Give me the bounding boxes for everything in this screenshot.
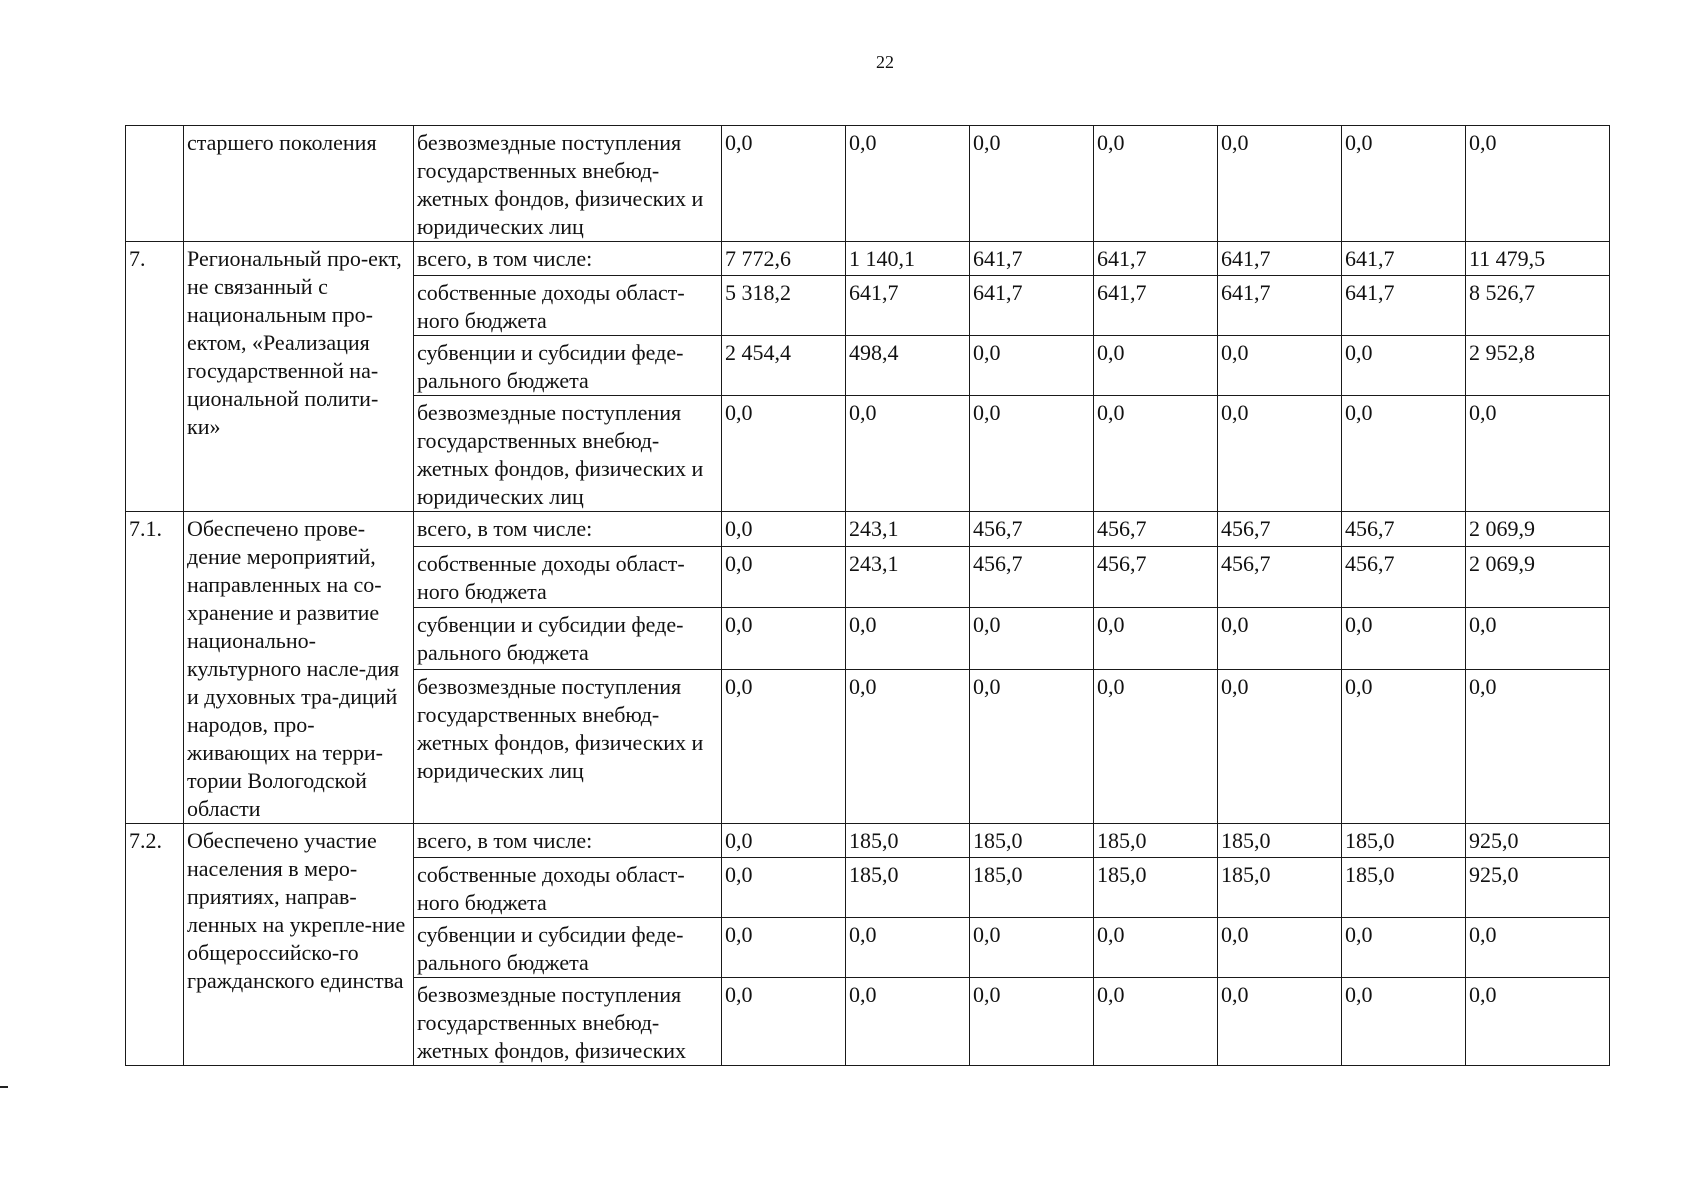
total-value-cell: 2 952,8 (1466, 336, 1610, 396)
table-body (126, 126, 1610, 1066)
year-value-cell: 0,0 (722, 396, 846, 512)
total-value-cell: 8 526,7 (1466, 276, 1610, 336)
year-value-cell: 0,0 (846, 670, 970, 824)
total-value-cell: 2 069,9 (1466, 546, 1610, 608)
year-value-cell: 456,7 (970, 512, 1094, 547)
year-value-cell: 0,0 (722, 512, 846, 547)
year-value-cell: 7 772,6 (722, 242, 846, 276)
funding-source-cell: собственные доходы област-ного бюджета (414, 546, 722, 608)
funding-source-cell: субвенции и субсидии феде-рального бюджета (414, 336, 722, 396)
item-name-cell: Обеспечено участие населения в меро-приятиях, направ-ленных на укрепле-ние общероссийско-го гражданского единства (184, 824, 414, 1066)
year-value-cell: 0,0 (846, 396, 970, 512)
year-value-cell: 0,0 (970, 608, 1094, 670)
year-value-cell: 185,0 (1342, 824, 1466, 858)
total-value-cell: 925,0 (1466, 858, 1610, 918)
year-value-cell: 185,0 (846, 824, 970, 858)
table-row (126, 242, 1610, 276)
year-value-cell: 5 318,2 (722, 276, 846, 336)
year-value-cell: 185,0 (1094, 858, 1218, 918)
year-value-cell: 456,7 (1094, 546, 1218, 608)
total-value-cell: 11 479,5 (1466, 242, 1610, 276)
year-value-cell: 185,0 (1218, 858, 1342, 918)
funding-source-cell: всего, в том числе: (414, 512, 722, 547)
year-value-cell: 641,7 (1218, 276, 1342, 336)
item-name-cell: Региональный про-ект, не связанный с национальным про-ектом, «Реализация государственной на-циональной полити-ки» (184, 242, 414, 512)
total-value-cell: 0,0 (1466, 978, 1610, 1066)
page-number: 22 (876, 52, 894, 72)
year-value-cell: 0,0 (970, 918, 1094, 978)
year-value-cell: 0,0 (970, 396, 1094, 512)
total-value-cell: 0,0 (1466, 670, 1610, 824)
funding-source-cell: всего, в том числе: (414, 824, 722, 858)
year-value-cell: 456,7 (1342, 512, 1466, 547)
margin-mark (0, 1086, 8, 1088)
year-value-cell: 0,0 (970, 336, 1094, 396)
year-value-cell: 0,0 (1218, 608, 1342, 670)
year-value-cell: 1 140,1 (846, 242, 970, 276)
year-value-cell: 641,7 (846, 276, 970, 336)
year-value-cell: 0,0 (1218, 978, 1342, 1066)
year-value-cell: 456,7 (1342, 546, 1466, 608)
funding-source-cell: безвозмездные поступления государственных внебюд-жетных фондов, физических и юридических лиц (414, 670, 722, 824)
year-value-cell: 0,0 (1094, 918, 1218, 978)
year-value-cell: 0,0 (1342, 978, 1466, 1066)
year-value-cell: 641,7 (970, 242, 1094, 276)
year-value-cell: 498,4 (846, 336, 970, 396)
year-value-cell: 0,0 (722, 546, 846, 608)
year-value-cell: 0,0 (722, 824, 846, 858)
year-value-cell: 0,0 (846, 978, 970, 1066)
item-number-cell (126, 126, 184, 242)
year-value-cell: 456,7 (1218, 546, 1342, 608)
year-value-cell: 456,7 (970, 546, 1094, 608)
year-value-cell: 0,0 (1342, 396, 1466, 512)
year-value-cell: 0,0 (722, 918, 846, 978)
year-value-cell: 0,0 (1342, 336, 1466, 396)
year-value-cell: 641,7 (1342, 242, 1466, 276)
year-value-cell: 0,0 (1218, 336, 1342, 396)
funding-source-cell: собственные доходы област-ного бюджета (414, 858, 722, 918)
year-value-cell: 0,0 (722, 608, 846, 670)
year-value-cell: 0,0 (1094, 126, 1218, 242)
year-value-cell: 641,7 (1218, 242, 1342, 276)
funding-source-cell: субвенции и субсидии феде-рального бюджета (414, 608, 722, 670)
table-row (126, 824, 1610, 858)
table-row (126, 126, 1610, 242)
funding-source-cell: безвозмездные поступления государственных внебюд-жетных фондов, физических и юридических лиц (414, 396, 722, 512)
year-value-cell: 0,0 (1094, 608, 1218, 670)
total-value-cell: 0,0 (1466, 608, 1610, 670)
table-row (126, 512, 1610, 547)
year-value-cell: 0,0 (970, 126, 1094, 242)
total-value-cell: 2 069,9 (1466, 512, 1610, 547)
budget-table (125, 125, 1610, 1066)
funding-source-cell: безвозмездные поступления государственных внебюд-жетных фондов, физических (414, 978, 722, 1066)
year-value-cell: 0,0 (722, 978, 846, 1066)
year-value-cell: 641,7 (1342, 276, 1466, 336)
year-value-cell: 185,0 (846, 858, 970, 918)
year-value-cell: 0,0 (1218, 918, 1342, 978)
year-value-cell: 185,0 (1094, 824, 1218, 858)
year-value-cell: 0,0 (1342, 608, 1466, 670)
total-value-cell: 0,0 (1466, 396, 1610, 512)
item-number-cell: 7.1. (126, 512, 184, 824)
year-value-cell: 0,0 (1342, 670, 1466, 824)
year-value-cell: 0,0 (970, 978, 1094, 1066)
year-value-cell: 641,7 (1094, 242, 1218, 276)
year-value-cell: 185,0 (970, 858, 1094, 918)
year-value-cell: 185,0 (970, 824, 1094, 858)
year-value-cell: 185,0 (1218, 824, 1342, 858)
year-value-cell: 0,0 (1218, 670, 1342, 824)
item-number-cell: 7.2. (126, 824, 184, 1066)
year-value-cell: 0,0 (846, 918, 970, 978)
total-value-cell: 925,0 (1466, 824, 1610, 858)
funding-source-cell: субвенции и субсидии феде-рального бюджета (414, 918, 722, 978)
year-value-cell: 0,0 (970, 670, 1094, 824)
item-number-cell: 7. (126, 242, 184, 512)
year-value-cell: 243,1 (846, 512, 970, 547)
funding-source-cell: всего, в том числе: (414, 242, 722, 276)
year-value-cell: 0,0 (722, 670, 846, 824)
year-value-cell: 641,7 (1094, 276, 1218, 336)
year-value-cell: 0,0 (846, 608, 970, 670)
year-value-cell: 0,0 (1094, 670, 1218, 824)
year-value-cell: 0,0 (1094, 396, 1218, 512)
year-value-cell: 456,7 (1218, 512, 1342, 547)
year-value-cell: 0,0 (1342, 918, 1466, 978)
item-name-cell: Обеспечено прове-дение мероприятий, направленных на со-хранение и развитие национально-культурного насле-дия и духовных тра-диций народов, про-живающих на терри-тории Вологодской области (184, 512, 414, 824)
year-value-cell: 0,0 (1094, 336, 1218, 396)
year-value-cell: 0,0 (1342, 126, 1466, 242)
funding-source-cell: безвозмездные поступления государственных внебюд-жетных фондов, физических и юридических лиц (414, 126, 722, 242)
year-value-cell: 0,0 (1094, 978, 1218, 1066)
funding-source-cell: собственные доходы област-ного бюджета (414, 276, 722, 336)
year-value-cell: 0,0 (1218, 126, 1342, 242)
total-value-cell: 0,0 (1466, 918, 1610, 978)
year-value-cell: 0,0 (722, 858, 846, 918)
item-name-cell: старшего поколения (184, 126, 414, 242)
year-value-cell: 0,0 (846, 126, 970, 242)
year-value-cell: 0,0 (722, 126, 846, 242)
total-value-cell: 0,0 (1466, 126, 1610, 242)
year-value-cell: 0,0 (1218, 396, 1342, 512)
year-value-cell: 243,1 (846, 546, 970, 608)
year-value-cell: 2 454,4 (722, 336, 846, 396)
year-value-cell: 641,7 (970, 276, 1094, 336)
year-value-cell: 456,7 (1094, 512, 1218, 547)
year-value-cell: 185,0 (1342, 858, 1466, 918)
